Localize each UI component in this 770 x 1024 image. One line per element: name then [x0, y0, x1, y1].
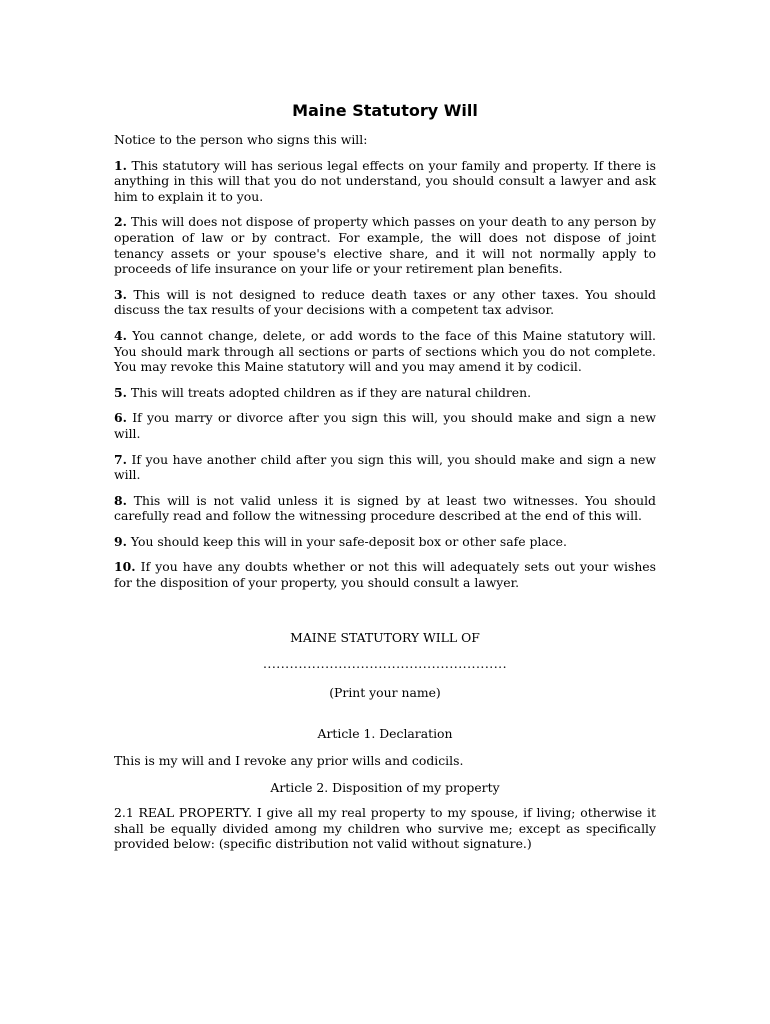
notice-list [114, 158, 656, 591]
item-number: 7. [114, 451, 127, 467]
item-number: 5. [114, 384, 127, 400]
notice-item [114, 287, 656, 318]
declaration-text: This is my will and I revoke any prior wills and codicils. [114, 753, 464, 769]
item-number: 6. [114, 410, 127, 426]
item-number: 2. [114, 214, 127, 230]
notice-item [114, 410, 656, 441]
item-text: If you marry or divorce after you sign this will, you should make and sign a new will. [114, 410, 656, 441]
notice-item [114, 559, 656, 590]
document-title: Maine Statutory Will [292, 101, 478, 120]
item-text: If you have any doubts whether or not this will adequately sets out your wishes for the disposition of your property, you should consult a lawyer. [114, 559, 656, 591]
item-text: This statutory will has serious legal effects on your family and property. If there is anything in this will that you do not understand, you should consult a lawyer and ask him to explain it to you. [114, 157, 656, 204]
item-number: 1. [114, 157, 127, 173]
notice-item [114, 385, 656, 401]
item-text: This will does not dispose of property which passes on your death to any person by operation of law or by contract. For example, the will does not dispose of joint tenancy assets or your spouse's elective share, and it will not normally apply to proceeds of life insurance on your life or your retirement plan benefits. [114, 214, 656, 277]
item-text: This will is not valid unless it is signed by at least two witnesses. You should carefully read and follow the witnessing procedure described at the end of this will. [114, 492, 656, 524]
notice-item [114, 158, 656, 205]
notice-item [114, 328, 656, 375]
item-text: If you have another child after you sign this will, you should make and sign a new will. [114, 451, 656, 483]
document-body [114, 132, 656, 852]
item-number: 9. [114, 533, 127, 549]
notice-item [114, 214, 656, 276]
item-text: This will treats adopted children as if they are natural children. [130, 384, 532, 400]
article-1-heading: Article 1. Declaration [317, 726, 453, 742]
item-number: 10. [114, 559, 136, 575]
print-name-label: (Print your name) [329, 684, 441, 700]
notice-item [114, 452, 656, 483]
item-text: You should keep this will in your safe-deposit box or other safe place. [130, 533, 567, 549]
item-text: You cannot change, delete, or add words to the face of this Maine statutory will. You should mark through all sections or parts of sections which you do not complete. You may revoke this Maine statutory will and you may amend it by codicil. [114, 327, 656, 375]
item-number: 4. [114, 327, 127, 343]
name-line: ....................................................... [262, 656, 508, 672]
item-number: 3. [114, 286, 127, 302]
notice-item [114, 534, 656, 550]
article-2-heading: Article 2. Disposition of my property [270, 779, 500, 795]
notice-heading: Notice to the person who signs this will: [114, 132, 368, 147]
notice-item [114, 493, 656, 524]
real-property-clause: 2.1 REAL PROPERTY. I give all my real property to my spouse, if living; otherwise it shall be equally divided among my children who survive me; except as specifically provided below: (specific distribution not valid without signature.) [114, 805, 656, 852]
will-heading: MAINE STATUTORY WILL OF [290, 629, 480, 645]
item-text: This will is not designed to reduce death taxes or any other taxes. You should discuss the tax results of your decisions with a competent tax advisor. [114, 286, 656, 318]
item-number: 8. [114, 492, 127, 508]
